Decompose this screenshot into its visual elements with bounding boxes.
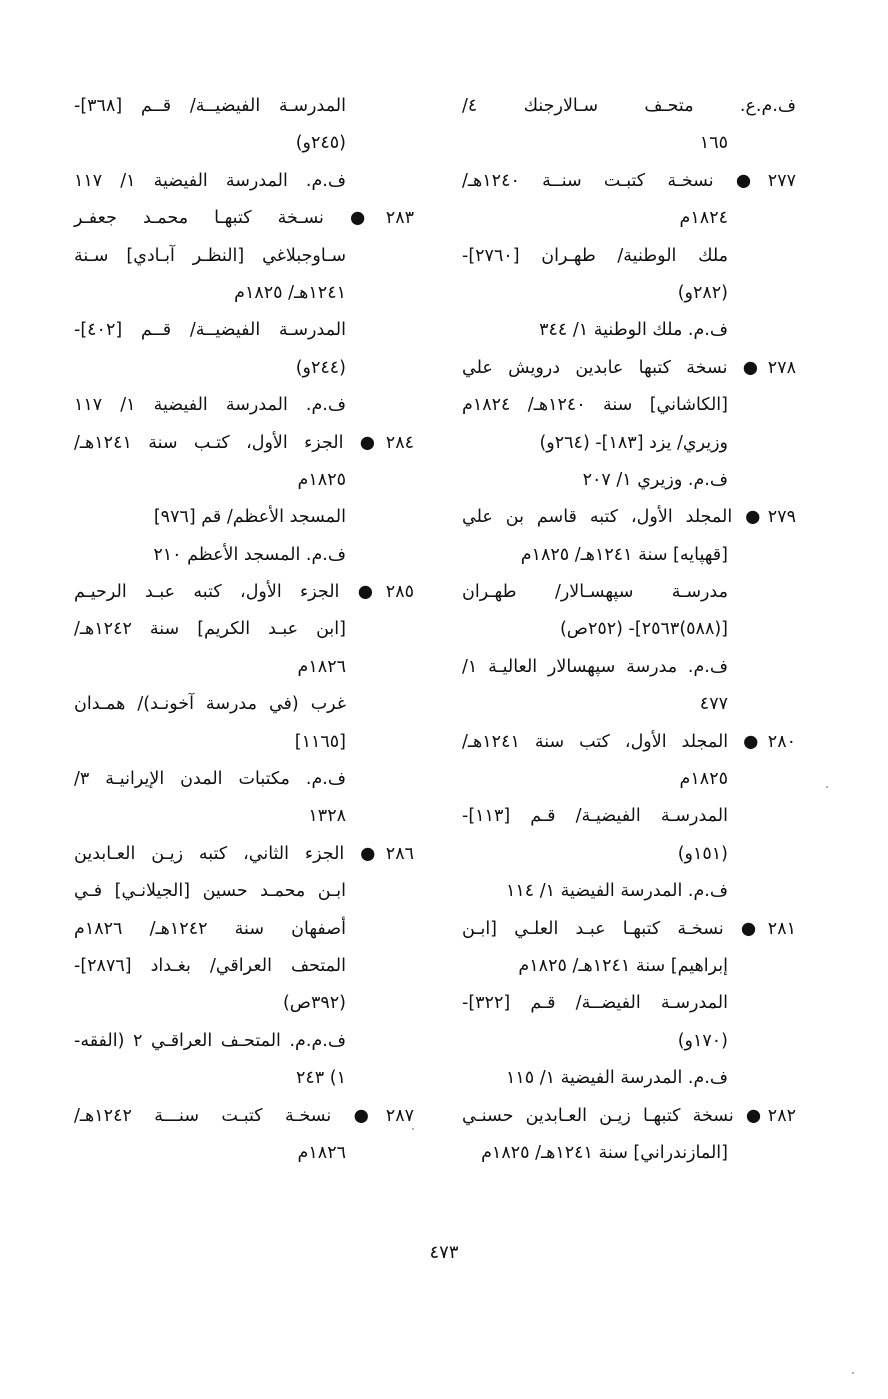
entry-text-line: ١٨٢٦م <box>297 656 346 677</box>
entry-text-line: أصفهان سنة ١٢٤٢هـ/ ١٨٢٦م <box>74 918 346 939</box>
entry-text-line: ١٨٢٥م <box>679 769 728 790</box>
scan-speck <box>852 1372 854 1374</box>
entry-text-line: ١٨٢٦م <box>297 1142 346 1163</box>
entry-text-line: [(٥٨٨)٢٥٦٣]- (٢٥٢ص) <box>559 619 728 640</box>
entry-text-line: ملك الوطنية/ طهـران [٢٧٦٠]- <box>462 245 728 266</box>
entry-text-line: ١٣٢٨ <box>308 806 346 827</box>
entry-text-line: ف.م.ع. متحـف سـالارجنك ٤/ <box>462 96 796 116</box>
entry-heading-line: ٢٨٧● نسخـة كتبـت سنـــة ١٢٤٢هـ/ <box>74 1105 414 1126</box>
entry-text-line: [المازندراني] سنة ١٢٤١هـ/ ١٨٢٥م <box>481 1142 728 1163</box>
entry-text-line: ف.م. وزيري ١/ ٢٠٧ <box>582 469 728 490</box>
entry-text-line: ف.م. المدرسة الفيضية ١/ ١١٧ <box>74 395 346 416</box>
entry-text-line: (١٧٠و) <box>677 1030 728 1051</box>
entry-text-line: مدرسـة سپهسـالار/ طهـران <box>462 582 728 603</box>
entry-text-line: [الكاشاني] سنة ١٢٤٠هـ/ ١٨٢٤م <box>462 395 728 416</box>
scan-speck <box>826 786 828 788</box>
entry-heading-line: ٢٨٥● الجزء الأول، كتبه عبـد الرحيـم <box>74 582 414 603</box>
page-number: ٤٧٣ <box>429 1242 459 1263</box>
entry-text-line: المدرسـة الفيضيـة/ قـم [١١٣]- <box>462 806 728 827</box>
entry-heading-line: ٢٧٧● نسخـة كتبـت سنــة ١٢٤٠هـ/ <box>462 170 796 191</box>
entry-heading-line: ٢٨٠● المجلد الأول، كتب سنة ١٢٤١هـ/ <box>462 731 796 752</box>
entry-text-line: ف.م. المسجد الأعظم ٢١٠ <box>153 544 346 565</box>
entry-text-line: ف.م. ملك الوطنية ١/ ٣٤٤ <box>539 320 728 341</box>
scan-speck <box>412 1128 414 1130</box>
entry-text-line: [ابن عبـد الكريم] سنة ١٢٤٢هـ/ <box>74 619 346 640</box>
entry-text-line: المتحف العراقي/ بغـداد [٢٨٧٦]- <box>74 955 346 976</box>
left-column <box>74 88 414 1172</box>
entry-text-line: ١٨٢٤م <box>679 208 728 229</box>
entry-text-line: إبراهيم] سنة ١٢٤١هـ/ ١٨٢٥م <box>518 955 728 976</box>
entry-text-line: وزيري/ يزد [١٨٣]- (٢٦٤و) <box>539 432 728 453</box>
entry-text-line: ٤٧٧ <box>699 694 728 715</box>
entry-text-line: ف.م. مدرسة سپهسالار العاليـة ١/ <box>462 656 728 677</box>
entry-text-line: ف.م. مكتبات المدن الإيرانيـة ٣/ <box>74 769 346 790</box>
entry-text-line: ف.م.م. المتحـف العراقـي ٢ (الفقه- <box>74 1030 346 1051</box>
entry-text-line: غرب (في مدرسة آخونـد)/ همـدان <box>74 694 346 715</box>
entry-text-line: المدرسـة الفيضــة/ قـم [٣٢٢]- <box>462 993 728 1014</box>
entry-text-line: ف.م. المدرسة الفيضية ١/ ١١٥ <box>505 1068 728 1089</box>
entry-text-line: [قهپايه] سنة ١٢٤١هـ/ ١٨٢٥م <box>520 544 728 565</box>
entry-text-line: المدرسـة الفيضيــة/ قــم [٤٠٢]- <box>74 320 346 341</box>
entry-text-line: ف.م. المدرسة الفيضية ١/ ١١٤ <box>505 881 728 902</box>
entry-heading-line: ٢٧٩● المجلد الأول، كتبه قاسم بن علي <box>462 507 796 528</box>
entry-text-line: المدرسـة الفيضيــة/ قــم [٣٦٨]- <box>74 96 346 116</box>
entry-text-line: (٢٤٤و) <box>295 357 346 378</box>
entry-heading-line: ٢٨١● نسخـة كتبهـا عبـد العلـي [ابـن <box>462 918 796 939</box>
entry-text-line: (١٥١و) <box>677 843 728 864</box>
entry-heading-line: ٢٨٤● الجزء الأول، كتـب سنة ١٢٤١هـ/ <box>74 432 414 453</box>
entry-heading-line: ٢٨٢● نسخة كتبهـا زيـن العـابدين حسنـي <box>462 1105 796 1126</box>
entry-text-line: [١١٦٥] <box>294 731 346 752</box>
entry-text-line: ١٢٤١هـ/ ١٨٢٥م <box>234 282 346 303</box>
entry-heading-line: ٢٨٦● الجزء الثاني، كتبه زيـن العـابدين <box>74 843 414 864</box>
entry-text-line: (٢٨٢و) <box>677 282 728 303</box>
entry-text-line: (٢٤٥و) <box>295 133 346 154</box>
entry-text-line: ابـن محمـد حسين [الجيلانـي] فـي <box>74 881 346 902</box>
entry-text-line: ف.م. المدرسة الفيضية ١/ ١١٧ <box>74 170 346 191</box>
entry-text-line: (٣٩٢ص) <box>282 993 346 1014</box>
entry-text-line: ١٦٥ <box>699 133 728 154</box>
entry-text-line: المسجد الأعظم/ قم [٩٧٦] <box>153 507 346 528</box>
entry-heading-line: ٢٨٣● نسـخة كتبهـا محمـد جعفـر <box>74 208 414 229</box>
entry-heading-line: ٢٧٨● نسخة كتبها عابدين درويش علي <box>462 357 796 378</box>
entry-text-line: سـاوجبلاغي [النظـر آبـادي] سـنة <box>74 245 346 266</box>
entry-text-line: ١) ٢٤٣ <box>296 1068 346 1089</box>
entry-text-line: ١٨٢٥م <box>297 469 346 490</box>
right-column <box>462 88 796 1172</box>
